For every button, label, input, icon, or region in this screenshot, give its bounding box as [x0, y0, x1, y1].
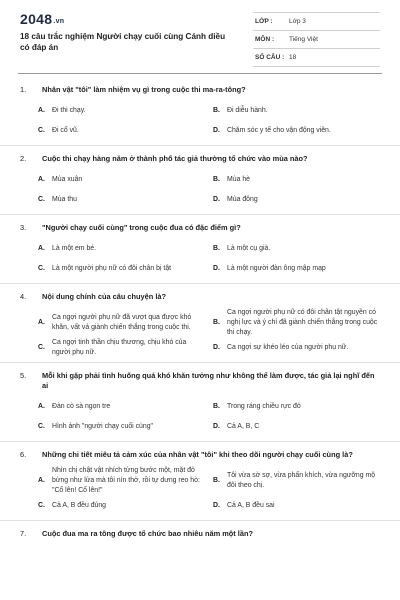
option-text: Là một em bé. — [52, 244, 97, 252]
meta-value: Tiếng Việt — [289, 36, 318, 43]
option-text: Là một người phụ nữ có đôi chân bị tật — [52, 264, 172, 272]
option-letter: C. — [38, 422, 45, 430]
option-grid — [20, 308, 382, 362]
question-number: 1. — [20, 85, 27, 94]
logo-suffix: .vn — [53, 18, 65, 25]
option-letter: A. — [38, 175, 45, 183]
option-text: Là một cụ già. — [227, 244, 271, 252]
option-b[interactable] — [213, 170, 382, 190]
question-label: Nhân vật "tôi" làm nhiệm vụ gì trong cuộc thi ma-ra-tông? — [42, 85, 246, 94]
question-text — [20, 442, 382, 466]
option-grid — [20, 101, 382, 145]
option-c[interactable] — [38, 496, 207, 516]
question-number: 7. — [20, 528, 27, 538]
question-item — [0, 145, 400, 214]
option-letter: D. — [213, 422, 220, 430]
option-text: Đàn cò sà ngọn tre — [52, 402, 111, 410]
option-b[interactable] — [213, 101, 382, 121]
question-item — [0, 77, 400, 145]
option-grid — [20, 170, 382, 214]
option-letter: C. — [38, 195, 45, 203]
option-letter: B. — [213, 402, 220, 410]
option-text: Đi cổ vũ. — [52, 126, 79, 134]
document-header — [0, 0, 400, 72]
question-label: Mỗi khi gặp phải tình huống quá khó khăn tưởng như không thể làm được, tác giả lại nghĩ đến ai — [42, 370, 375, 390]
option-grid — [20, 397, 382, 441]
question-label: Cuộc thi chạy hàng năm ở thành phố tác giả thường tổ chức vào mùa nào? — [42, 153, 308, 163]
option-b[interactable] — [213, 308, 382, 338]
option-letter: B. — [213, 318, 220, 326]
option-letter: C. — [38, 343, 45, 351]
option-a[interactable] — [38, 239, 207, 259]
option-c[interactable] — [38, 259, 207, 279]
option-letter: A. — [38, 106, 45, 114]
question-item — [0, 362, 400, 441]
question-label: Cuộc đua ma ra tông được tổ chức bao nhiêu năm một lần? — [42, 528, 254, 538]
option-b[interactable] — [213, 239, 382, 259]
question-label: Những chi tiết miêu tả cảm xúc của nhân vật "tôi" khi theo dõi người chạy cuối cùng là? — [42, 449, 353, 459]
question-item — [0, 214, 400, 283]
question-number: 3. — [20, 222, 27, 232]
option-letter: B. — [213, 244, 220, 252]
question-text — [20, 77, 382, 101]
option-d[interactable] — [213, 417, 382, 437]
option-letter: A. — [38, 244, 45, 252]
option-c[interactable] — [38, 417, 207, 437]
option-b[interactable] — [213, 397, 382, 417]
question-list — [0, 77, 400, 545]
option-a[interactable] — [38, 101, 207, 121]
option-d[interactable] — [213, 259, 382, 279]
meta-row-grade — [253, 12, 380, 31]
option-a[interactable] — [38, 308, 207, 338]
option-text: Mùa đông — [227, 195, 258, 203]
option-d[interactable] — [213, 496, 382, 516]
option-text: Mùa thu — [52, 195, 77, 203]
question-number: 6. — [20, 449, 27, 459]
question-item — [0, 441, 400, 520]
site-logo[interactable] — [20, 11, 64, 27]
option-text: Nhìn chị chật vật nhích từng bước một, mặt đỏ bừng như lửa mà tôi nín thở, rồi tự dưng reo hò: "Cố lên! Cố lên!" — [52, 466, 200, 494]
option-d[interactable] — [213, 338, 382, 358]
option-letter: A. — [38, 476, 45, 484]
meta-table — [253, 12, 380, 67]
option-d[interactable] — [213, 190, 382, 210]
option-text: Ca ngợi người phụ nữ đã vượt qua được khó khăn, vất vả giành chiến thắng trong cuộc thi. — [52, 313, 192, 331]
option-text: Ca ngợi người phụ nữ có đôi chân tật nguyền có nghị lực và ý chí đã giành chiến thắng trong cuộc thi chạy. — [227, 308, 378, 336]
question-text — [20, 146, 382, 170]
option-letter: D. — [213, 126, 220, 134]
option-text: Mùa xuân — [52, 175, 83, 183]
option-grid — [20, 466, 382, 520]
question-item — [0, 520, 400, 545]
option-letter: A. — [38, 318, 45, 326]
question-label: "Người chạy cuối cùng" trong cuộc đua có đặc điểm gì? — [42, 222, 241, 232]
meta-value: Lớp 3 — [289, 18, 306, 25]
option-text: Tôi vừa sờ sợ, vừa phấn khích, vừa ngưỡng mộ đôi theo chị. — [227, 471, 376, 489]
question-number: 4. — [20, 291, 27, 301]
option-letter: D. — [213, 343, 220, 351]
option-letter: D. — [213, 195, 220, 203]
option-text: Ca ngợi sự khéo léo của người phụ nữ. — [227, 343, 349, 351]
option-letter: D. — [213, 501, 220, 509]
question-text — [20, 284, 382, 308]
question-number: 5. — [20, 370, 27, 380]
option-text: Ca ngợi tinh thần chịu thương, chịu khó của người phụ nữ. — [52, 338, 187, 356]
question-label: Nội dung chính của câu chuyện là? — [42, 291, 167, 301]
option-letter: B. — [213, 106, 220, 114]
option-letter: C. — [38, 126, 45, 134]
option-grid — [20, 239, 382, 283]
logo-text: 2048 — [20, 11, 53, 27]
question-item — [0, 283, 400, 362]
header-divider — [18, 73, 382, 74]
option-c[interactable] — [38, 190, 207, 210]
option-text: Mùa hè — [227, 175, 250, 183]
option-text: Trong ráng chiều rực đỏ — [227, 402, 301, 410]
option-text: Cả A, B, C — [227, 422, 260, 430]
option-text: Cả A, B đều đúng — [52, 501, 107, 509]
option-c[interactable] — [38, 338, 207, 358]
meta-key: LỚP : — [255, 18, 273, 25]
question-number: 2. — [20, 153, 27, 163]
question-text — [20, 363, 382, 397]
meta-key: SỐ CÂU : — [255, 54, 285, 61]
option-letter: D. — [213, 264, 220, 272]
meta-value: 18 — [289, 54, 297, 61]
option-letter: C. — [38, 264, 45, 272]
option-letter: C. — [38, 501, 45, 509]
option-text: Chăm sóc y tế cho vận động viên. — [227, 126, 331, 134]
option-a[interactable] — [38, 170, 207, 190]
page-title: 18 câu trắc nghiệm Người chạy cuối cùng Cánh diều có đáp án — [20, 32, 226, 53]
option-text: Là một người đàn ông mập mạp — [227, 264, 326, 272]
option-letter: B. — [213, 476, 220, 484]
option-letter: B. — [213, 175, 220, 183]
option-text: Đi thi chạy. — [52, 106, 86, 114]
meta-row-subject — [253, 31, 380, 49]
option-text: Cả A, B đều sai — [227, 501, 275, 509]
option-a[interactable] — [38, 466, 207, 496]
option-text: Đi diễu hành. — [227, 106, 268, 114]
question-text — [20, 215, 382, 239]
meta-row-count — [253, 49, 380, 67]
option-letter: A. — [38, 402, 45, 410]
option-text: Hình ảnh "người chạy cuối cùng" — [52, 422, 153, 430]
option-c[interactable] — [38, 121, 207, 141]
question-text — [20, 521, 382, 545]
option-a[interactable] — [38, 397, 207, 417]
meta-key: MÔN : — [255, 36, 275, 43]
option-b[interactable] — [213, 466, 382, 496]
option-d[interactable] — [213, 121, 382, 141]
